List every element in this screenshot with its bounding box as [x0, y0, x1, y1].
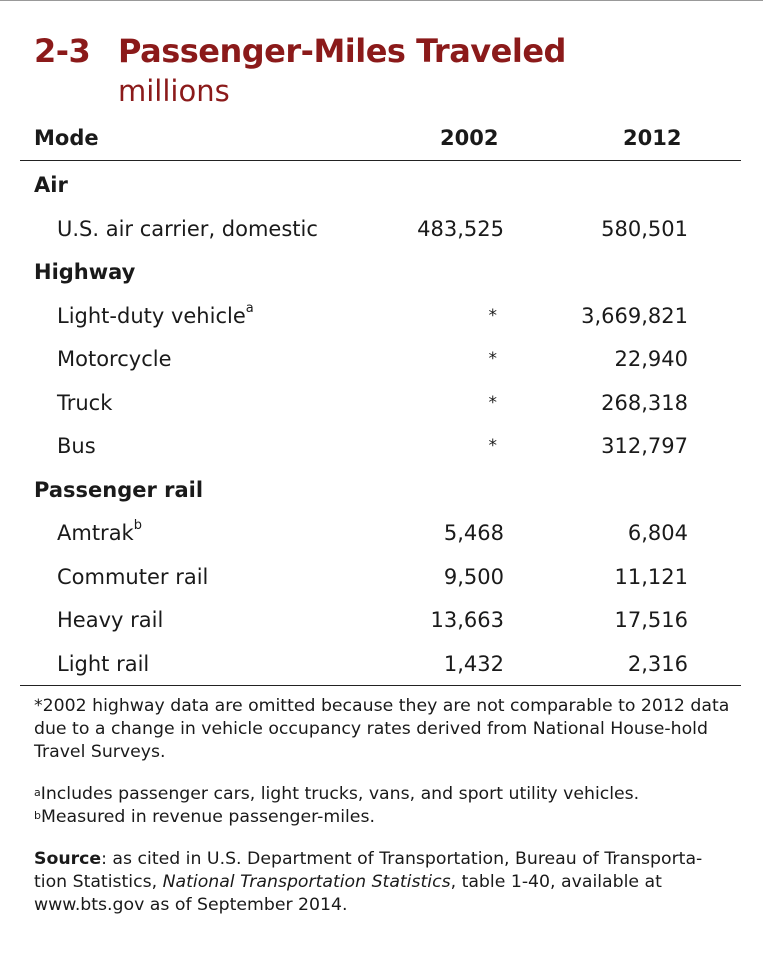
- value-2002: *: [488, 305, 497, 326]
- table-number: 2-3: [34, 32, 91, 70]
- table-bottom-rule: [20, 685, 741, 686]
- footnote-b-text: Measured in revenue passenger-miles.: [40, 807, 375, 827]
- row-label: [57, 565, 208, 589]
- footnote-b: [34, 806, 734, 829]
- table-row: [20, 555, 741, 598]
- source-label: Source: [34, 849, 102, 869]
- footnote-a-mark: a: [34, 786, 41, 799]
- group-row: [20, 250, 741, 293]
- row-label: [57, 347, 172, 371]
- page-subtitle: millions: [118, 74, 230, 108]
- value-2002: *: [488, 436, 497, 456]
- header-rule: [20, 160, 741, 161]
- row-label-text: Light rail: [57, 651, 150, 676]
- value-2002: 483,525: [417, 216, 504, 241]
- header-mode: Mode: [34, 126, 99, 150]
- table-row: [20, 337, 741, 380]
- value-2012: 580,501: [601, 216, 688, 241]
- value-2002: *: [488, 392, 497, 413]
- value-2012: 22,940: [614, 347, 688, 371]
- table-row: [20, 207, 741, 250]
- row-label-text: Bus: [57, 434, 96, 458]
- value-2012: 17,516: [614, 608, 688, 632]
- group-row: [20, 468, 741, 511]
- value-2002: 1,432: [443, 651, 504, 676]
- row-label: [57, 434, 96, 458]
- table-row: [20, 381, 741, 424]
- row-label: [57, 608, 163, 632]
- footnote-a: [34, 783, 734, 806]
- value-2012: 6,804: [627, 521, 688, 545]
- group-label: Passenger rail: [34, 477, 204, 502]
- row-label-text: Commuter rail: [57, 564, 209, 589]
- row-label: [57, 300, 254, 328]
- value-2012: 312,797: [601, 434, 688, 458]
- row-label: [57, 217, 318, 241]
- page-title: Passenger-Miles Traveled: [118, 32, 566, 70]
- footnote-a-text: Includes passenger cars, light trucks, vans, and sport utility vehicles.: [40, 784, 640, 804]
- source-publication: National Transportation Statistics: [162, 872, 451, 892]
- row-label-text: Amtrak: [57, 521, 134, 545]
- star-note: *2002 highway data are omitted because they are not comparable to 2012 data due to a change in vehicle occupancy rates derived from National House-hold Travel Surveys.: [34, 696, 730, 762]
- row-label: [57, 391, 112, 415]
- source-text-pre: : as cited in U.S. Department of Transportation, Bureau of Transporta-tion Statistics,: [34, 849, 703, 892]
- value-2002: 5,468: [443, 521, 504, 545]
- table-row: [20, 598, 741, 641]
- table-row: [20, 424, 741, 467]
- group-row: [20, 163, 741, 206]
- footnote-marker: b: [133, 518, 142, 533]
- value-2012: 3,669,821: [581, 303, 688, 328]
- row-label: [57, 518, 142, 545]
- row-label-text: Heavy rail: [57, 608, 164, 632]
- header-2002: 2002: [440, 126, 499, 150]
- header-2012: 2012: [623, 126, 682, 150]
- row-label-text: Motorcycle: [57, 347, 172, 371]
- row-label-text: Light-duty vehicle: [57, 303, 246, 328]
- top-rule: [0, 0, 763, 1]
- value-2012: 268,318: [601, 390, 688, 415]
- value-2002: 9,500: [443, 564, 504, 589]
- value-2012: 11,121: [614, 564, 688, 589]
- table-row: [20, 642, 741, 685]
- source-text-post: , table 1-40, available at www.bts.gov as of September 2014.: [34, 872, 662, 915]
- footnote-marker: a: [245, 300, 254, 316]
- value-2012: 2,316: [627, 651, 688, 676]
- row-label-text: Truck: [57, 390, 113, 415]
- group-label: Air: [34, 173, 68, 197]
- footnote-b-mark: b: [34, 809, 41, 822]
- row-label-text: U.S. air carrier, domestic: [57, 216, 318, 241]
- value-2002: 13,663: [430, 608, 504, 632]
- table-row: [20, 511, 741, 554]
- group-label: Highway: [34, 260, 136, 284]
- value-2002: *: [488, 349, 497, 369]
- table-row: [20, 294, 741, 337]
- source-note: [34, 848, 734, 917]
- row-label: [57, 652, 149, 676]
